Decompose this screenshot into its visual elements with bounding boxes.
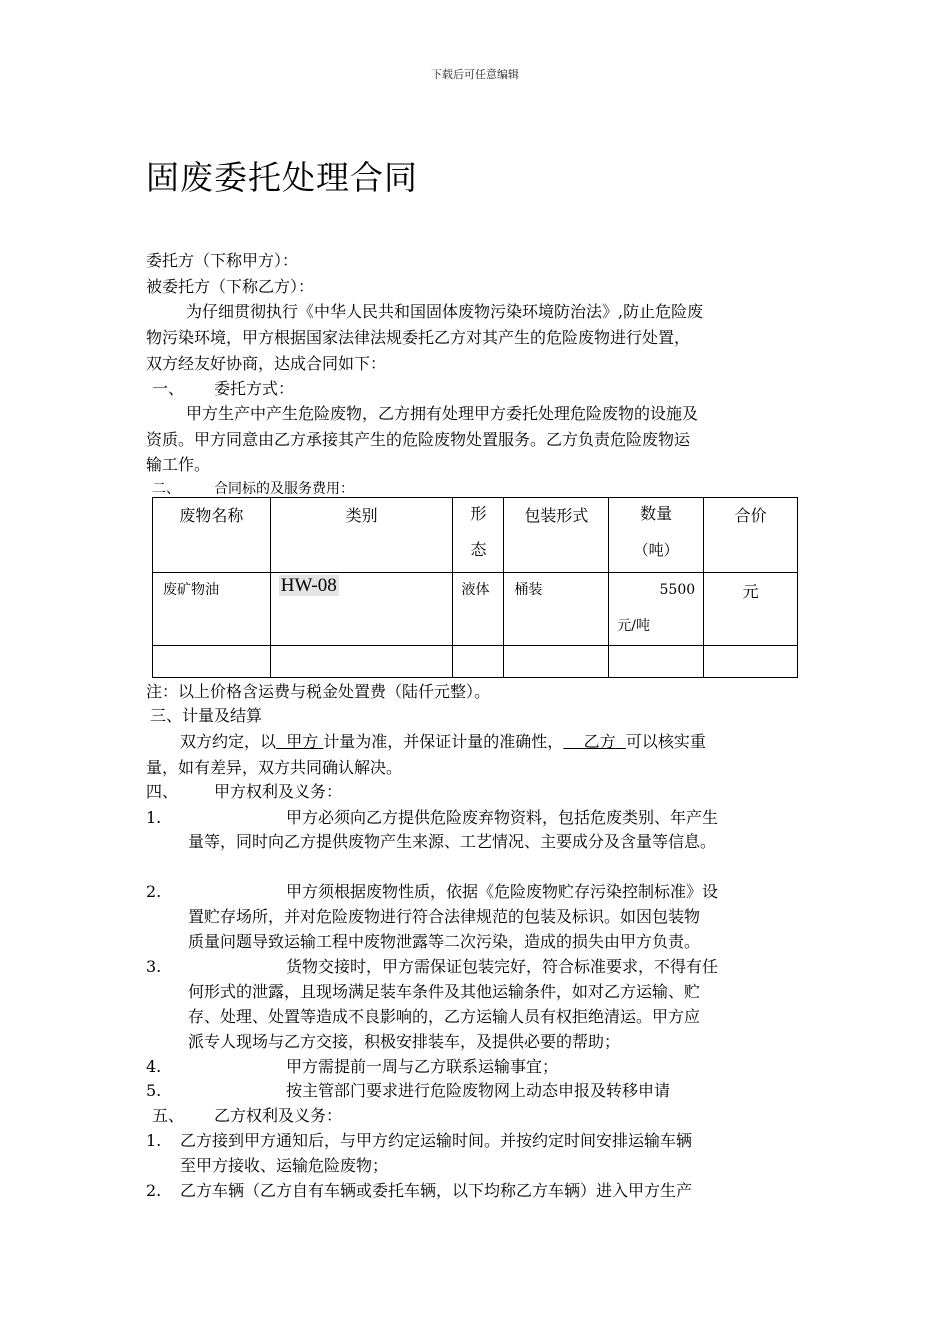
empty-cell xyxy=(270,646,453,678)
section-3-text-a: 双方约定，以 xyxy=(180,732,277,751)
cell-unit-price xyxy=(609,573,704,646)
section-5-number: 五、 xyxy=(152,1106,185,1125)
header-note: 下载后可任意编辑 xyxy=(431,68,519,81)
unit-price-value: 5500 xyxy=(659,582,696,598)
s5-item-1-rest-1: 至甲方接收、运输危险废物； xyxy=(180,1156,389,1175)
header-quantity-line-2: （吨） xyxy=(633,541,679,559)
category-code: HW-08 xyxy=(280,575,337,596)
cell-packaging: 桶装 xyxy=(504,573,609,646)
s4-item-1-number: 1. xyxy=(146,808,162,827)
s4-item-5-first: 按主管部门要求进行危险废物网上动态申报及转移申请 xyxy=(286,1081,671,1100)
fee-table-header-row xyxy=(153,498,798,573)
fee-table-empty-row xyxy=(153,646,798,678)
empty-cell xyxy=(609,646,704,678)
s5-item-1-number: 1. xyxy=(146,1131,162,1150)
s4-item-3-rest-2: 存、处理、处置等造成不良影响的，乙方运输人员有权拒绝清运。甲方应 xyxy=(188,1007,701,1026)
section-3-line-1 xyxy=(180,729,706,755)
empty-cell xyxy=(453,646,504,678)
header-waste-name: 废物名称 xyxy=(153,498,271,573)
section-3-text-b: 计量为准，并保证计量的准确性， xyxy=(323,732,564,751)
intro-line-1: 为仔细贯彻执行《中华人民共和国固体废物污染环境防治法》,防止危险废 xyxy=(186,302,704,321)
s4-item-2-rest-1: 置贮存场所，并对危险废物进行符合法律规范的包装及标识。如因包装物 xyxy=(188,907,701,926)
section-1-number: 一、 xyxy=(152,379,185,398)
s4-item-1-rest-1: 量等，同时向乙方提供废物产生来源、工艺情况、主要成分及含量等信息。 xyxy=(188,832,717,851)
header-form xyxy=(453,498,504,573)
section-3-text-c: 可以核实重 xyxy=(625,732,706,751)
s4-item-2-number: 2. xyxy=(146,882,162,901)
header-form-line-2: 态 xyxy=(470,540,487,559)
s5-item-2-first: 乙方车辆（乙方自有车辆或委托车辆，以下均称乙方车辆）进入甲方生产 xyxy=(180,1181,693,1200)
cell-category xyxy=(270,573,453,646)
section-3-line-2: 量，如有差异，双方共同确认解决。 xyxy=(146,758,403,777)
s5-item-1-first: 乙方接到甲方通知后，与甲方约定运输时间。并按约定时间安排运输车辆 xyxy=(180,1131,693,1150)
verifying-party-blank: 乙方 xyxy=(583,732,616,751)
section-1-body-2: 资质。甲方同意由乙方承接其产生的危险废物处置服务。乙方负责危险废物运 xyxy=(146,430,691,449)
header-packaging: 包装形式 xyxy=(504,498,609,573)
s4-item-3-number: 3. xyxy=(146,957,162,976)
s4-item-3-rest-1: 何形式的泄露，且现场满足装车条件及其他运输条件，如对乙方运输、贮 xyxy=(188,982,701,1001)
price-note: 注：以上价格含运费与税金处置费（陆仟元整）。 xyxy=(146,682,491,701)
intro-line-2: 物污染环境，甲方根据国家法律法规委托乙方对其产生的危险废物进行处置， xyxy=(146,328,691,347)
cell-form: 液体 xyxy=(453,573,504,646)
header-total: 合价 xyxy=(704,498,798,573)
s4-item-4-number: 4. xyxy=(146,1057,162,1076)
s4-item-3-rest-3: 派专人现场与乙方交接，积极安排装车，及提供必要的帮助； xyxy=(188,1032,621,1051)
header-form-line-1: 形 xyxy=(470,504,487,523)
s4-item-5-number: 5. xyxy=(146,1081,162,1100)
section-2-number: 二、 xyxy=(152,481,180,497)
fee-table xyxy=(152,497,798,678)
intro-line-3: 双方经友好协商，达成合同如下： xyxy=(146,354,387,373)
party-b-line: 被委托方（下称乙方）： xyxy=(146,277,315,296)
section-5-title: 乙方权利及义务： xyxy=(214,1106,343,1125)
section-3-title: 三、计量及结算 xyxy=(150,706,263,725)
s4-item-3-first: 货物交接时，甲方需保证包装完好，符合标准要求，不得有任 xyxy=(286,957,719,976)
cell-waste-name: 废矿物油 xyxy=(153,573,271,646)
empty-cell xyxy=(704,646,798,678)
cell-total: 元 xyxy=(704,573,798,646)
s4-item-2-first: 甲方须根据废物性质，依据《危险废物贮存污染控制标准》设 xyxy=(286,882,719,901)
s4-item-4-first: 甲方需提前一周与乙方联系运输事宜； xyxy=(286,1057,559,1076)
contract-title: 固废委托处理合同 xyxy=(146,158,418,197)
fee-table-data-row xyxy=(153,573,798,646)
unit-price-unit: 元/吨 xyxy=(617,618,650,634)
header-quantity xyxy=(609,498,704,573)
metering-party-blank: 甲方 xyxy=(286,732,319,751)
s4-item-2-rest-2: 质量问题导致运输工程中废物泄露等二次污染，造成的损失由甲方负责。 xyxy=(188,932,701,951)
section-2-title: 合同标的及服务费用： xyxy=(214,481,354,497)
section-4-title: 甲方权利及义务： xyxy=(214,782,343,801)
header-category: 类别 xyxy=(270,498,453,573)
section-1-body-1: 甲方生产中产生危险废物，乙方拥有处理甲方委托处理危险废物的设施及 xyxy=(186,404,699,423)
empty-cell xyxy=(153,646,271,678)
section-1-body-3: 输工作。 xyxy=(146,455,211,474)
section-1-title: 委托方式： xyxy=(214,379,295,398)
section-4-number: 四、 xyxy=(146,782,179,801)
s4-item-1-first: 甲方必须向乙方提供危险废弃物资料，包括危废类别、年产生 xyxy=(286,808,719,827)
s5-item-2-number: 2. xyxy=(146,1181,162,1200)
empty-cell xyxy=(504,646,609,678)
header-quantity-line-1: 数量 xyxy=(640,504,673,523)
party-a-line: 委托方（下称甲方）： xyxy=(146,251,299,270)
